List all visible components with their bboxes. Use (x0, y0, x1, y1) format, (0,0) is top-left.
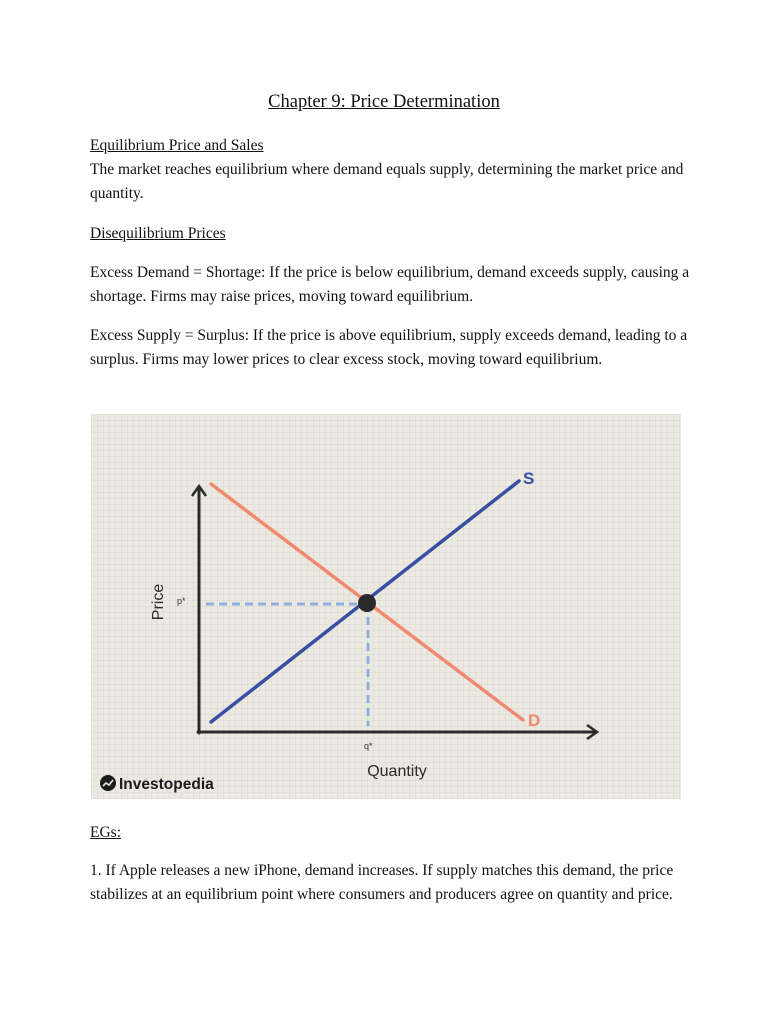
p-star-label: p* (177, 596, 186, 606)
section-heading-disequilibrium: Disequilibrium Prices (90, 225, 226, 242)
paragraph-excess-supply: Excess Supply = Surplus: If the price is above equilibrium, supply exceeds demand, leading to a surplus. Firms may lower prices to clear excess stock, moving toward equilibrium. (90, 327, 688, 368)
y-axis-label: Price (150, 583, 167, 621)
equilibrium-point (358, 594, 376, 612)
supply-demand-graph (91, 414, 681, 799)
page-title: Chapter 9: Price Determination (268, 92, 500, 112)
paragraph-equilibrium: The market reaches equilibrium where demand equals supply, determining the market price and quantity. (90, 161, 684, 202)
investopedia-logo-icon (100, 775, 116, 791)
investopedia-logo (100, 775, 214, 793)
section-heading-egs: EGs: (90, 824, 121, 841)
logo-text: Investopedia (119, 776, 214, 793)
supply-demand-figure (91, 414, 681, 799)
supply-label: S (523, 469, 535, 488)
q-star-label: q* (364, 741, 373, 751)
example-item-1: 1. If Apple releases a new iPhone, demand increases. If supply matches this demand, the price stabilizes at an equilibrium point where consumers and producers agree on quantity and price. (90, 862, 674, 903)
paragraph-excess-demand: Excess Demand = Shortage: If the price is below equilibrium, demand exceeds supply, causing a shortage. Firms may raise prices, moving toward equilibrium. (90, 264, 690, 305)
x-axis-label: Quantity (367, 763, 427, 780)
demand-label: D (528, 711, 541, 730)
section-heading-equilibrium: Equilibrium Price and Sales (90, 137, 264, 154)
